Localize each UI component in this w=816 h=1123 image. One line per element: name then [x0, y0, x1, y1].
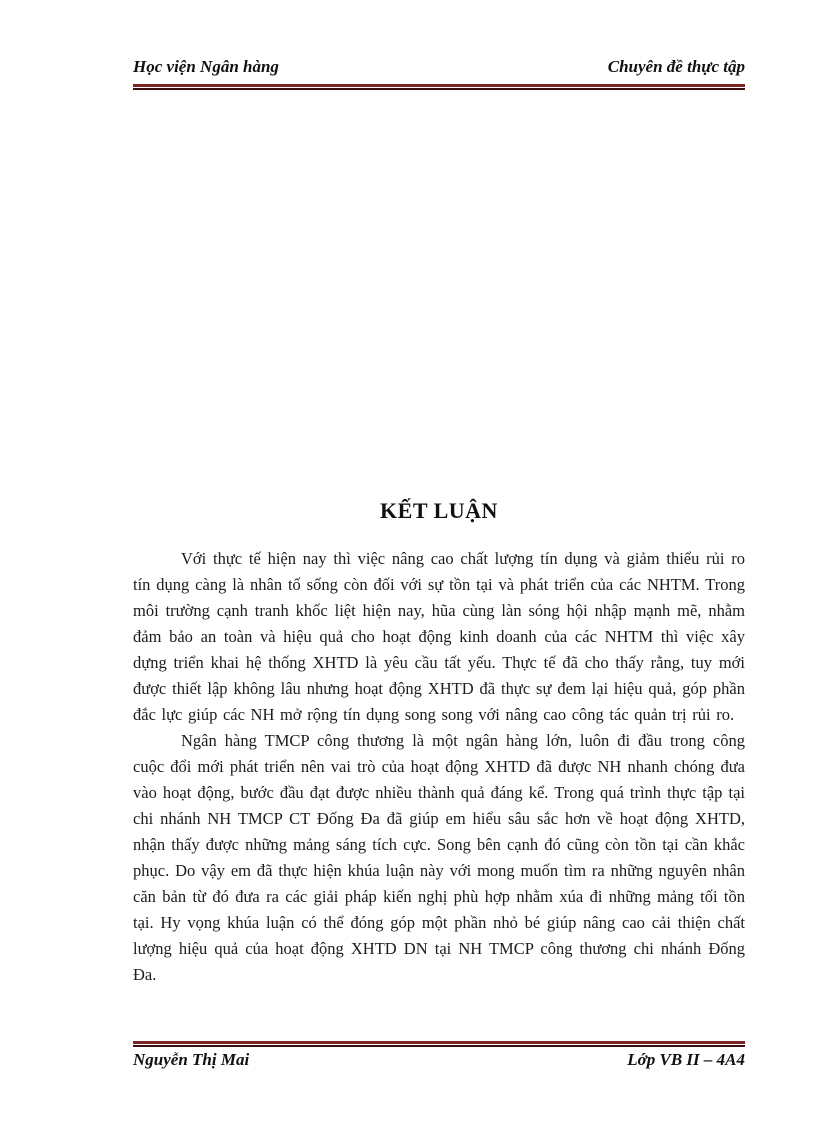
page-title: KẾT LUẬN [380, 498, 498, 523]
page-header [133, 57, 745, 77]
footer-class-label: Lớp VB II – 4A4 [627, 1050, 745, 1069]
document-body [133, 546, 745, 988]
footer-author-name: Nguyễn Thị Mai [133, 1050, 250, 1069]
header-right-text: Chuyên đề thực tập [607, 57, 745, 76]
page-footer [133, 1050, 745, 1070]
header-rule [133, 84, 745, 90]
footer-rule [133, 1041, 745, 1047]
header-left-text: Học viện Ngân hàng [133, 57, 279, 76]
paragraph-1: Với thực tế hiện nay thì việc nâng cao chất lượng tín dụng và giảm thiểu rủi ro tín dụng càng là nhân tố sống còn đối với sự tồn tại và phát triển của các NHTM. Trong môi trường cạnh tranh khốc liệt hiện nay, hũa cùng làn sóng hội nhập mạnh mẽ, nhằm đảm bảo an toàn và hiệu quả cho hoạt động kinh doanh của các NHTM thì việc xây dựng triển khai hệ thống XHTD là yêu cầu tất yếu. Thực tế đã cho thấy rằng, tuy mới được thiết lập không lâu nhưng hoạt động XHTD đã thực sự đem lại hiệu quả, góp phần đắc lực giúp các NH mở rộng tín dụng song song với nâng cao công tác quản trị rủi ro. [133, 549, 745, 724]
paragraph-2: Ngân hàng TMCP công thương là một ngân hàng lớn, luôn đi đầu trong công cuộc đổi mới phát triển nên vai trò của hoạt động XHTD đã được NH nhanh chóng đưa vào hoạt động, bước đầu đạt được nhiều thành quả đáng kể. Trong quá trình thực tập tại chi nhánh NH TMCP CT Đống Đa đã giúp em hiểu sâu sắc hơn về hoạt động XHTD, nhận thấy được những mảng sáng tích cực. Song bên cạnh đó cũng còn tồn tại cần khắc phục. Do vậy em đã thực hiện khúa luận này với mong muốn tìm ra những nguyên nhân căn bản từ đó đưa ra các giải pháp kiến nghị phù hợp nhằm xúa đi những mảng tối tồn tại. Hy vọng khúa luận có thể đóng góp một phần nhỏ bé giúp nâng cao cải thiện chất lượng hiệu quả của hoạt động XHTD DN tại NH TMCP công thương chi nhánh Đống Đa. [133, 731, 745, 984]
